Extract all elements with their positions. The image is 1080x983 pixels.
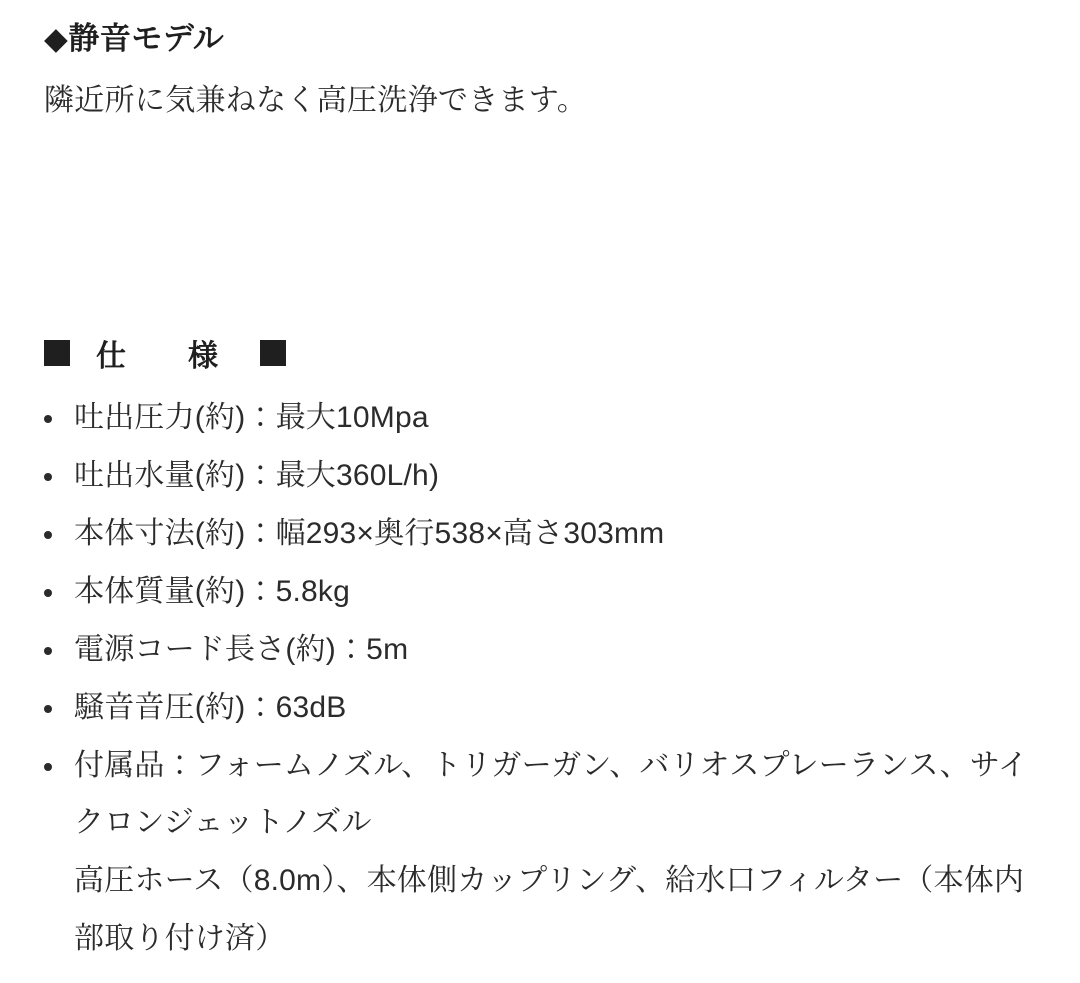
spec-text: 吐出水量(約)：最大360L/h): [74, 459, 440, 493]
spec-section-header: [44, 331, 1050, 375]
spec-text: 付属品：フォームノズル、トリガーガン、バリオスプレーランス、サイクロンジェットノズル: [74, 748, 1029, 840]
spec-section-title: 仕 様: [96, 340, 234, 374]
spec-text: 騒音音圧(約)：63dB: [74, 690, 347, 724]
section-heading: ◆静音モデル: [44, 21, 225, 56]
spec-text: 吐出圧力(約)：最大10Mpa: [74, 401, 429, 435]
list-item: [30, 447, 1050, 505]
list-item: [30, 737, 1050, 969]
spec-text: 電源コード長さ(約)：5m: [74, 632, 409, 666]
spacer: [30, 121, 1050, 331]
spec-text: 本体寸法(約)：幅293×奥行538×高さ303mm: [74, 517, 665, 551]
list-item: [30, 563, 1050, 621]
spec-text: 本体質量(約)：5.8kg: [74, 574, 350, 608]
square-marker-left-icon: [44, 340, 70, 366]
lead-paragraph: 隣近所に気兼ねなく高圧洗浄できます。: [44, 83, 587, 117]
list-item: [30, 505, 1050, 563]
list-item: [30, 679, 1050, 737]
list-item: [30, 389, 1050, 447]
spec-text-continued: 高圧ホース（8.0m）、本体側カップリング、給水口フィルター（本体内部取り付け済）: [74, 864, 1025, 956]
list-item: [30, 621, 1050, 679]
spec-list: [30, 389, 1050, 968]
square-marker-right-icon: [260, 340, 286, 366]
